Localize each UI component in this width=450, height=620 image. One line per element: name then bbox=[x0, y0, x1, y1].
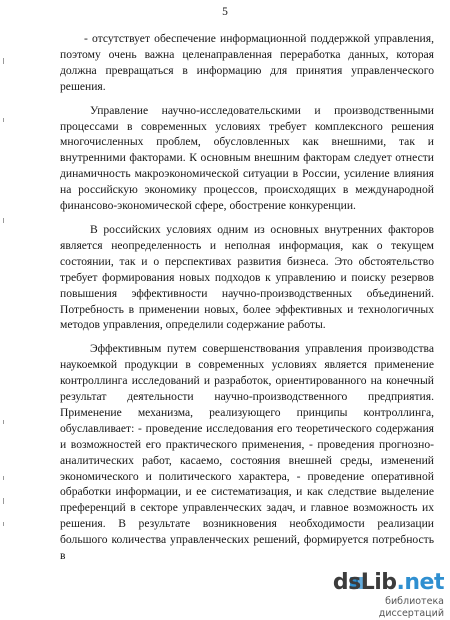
watermark-subtitle: библиотека диссертаций bbox=[378, 596, 444, 619]
scan-margin-marks bbox=[3, 0, 7, 614]
body-text bbox=[60, 31, 434, 564]
dslib-watermark[interactable] bbox=[318, 570, 444, 619]
paragraph-3: В российских условиях одним из основных внутренних факторов является неопределенность и неполная информация, как о текущем состоянии, так и о перспективах развития бизнеса. Это обстоятельство требует формирования новых подходов к управлению и поиску резервов повышения эффективности научно-производственных объединений. Потребность в применении новых, более эффективных и технологичных методов управления, определили содержание работы. bbox=[60, 222, 434, 332]
paragraph-4: Эффективным путем совершенствования управления производства наукоемкой продукции в современных условиях является применение контроллинга исследований и разработок, ориентированного на конечный результат деятельности научно-производственного предприятия. Применение механизма, реализующего принципы контроллинга, обуславливает: - проведение исследования его теоретического содержания и возможностей его практического применения, - проведения прогнозно-аналитических работ, касаемо, состояния внешней среды, изменений экономического и политического характера, - проведение оперативной обработки информации, и ее систематизация, и как следствие выделение преференций в секторе управленческих задач, и главное возможность их решения. В результате возникновения необходимости реализации большого количества управленческих решений, формируется потребность в bbox=[60, 342, 434, 563]
scan-mark bbox=[3, 420, 4, 424]
watermark-logo-tld: .net bbox=[396, 570, 444, 595]
scan-mark bbox=[3, 498, 4, 504]
paragraph-1: - отсутствует обеспечение информационной поддержкой управления, поэтому очень важна целенаправленная переработка данных, которая должна превращаться в информацию для принятия управленческого решения. bbox=[60, 32, 434, 93]
scan-mark bbox=[3, 58, 4, 64]
watermark-logo-main: dsLib bbox=[332, 570, 397, 595]
scan-mark bbox=[3, 522, 4, 526]
paragraph-2: Управление научно-исследовательскими и производственными процессами в современных условиях требует комплексного решения многочисленных проблем, обусловленных как внешними, так и внутренними факторами. К основным внешним факторам следует отнести динамичность макроэкономической ситуации в России, усиление влияния на российскую экономику процессов, происходящих в международной финансово-экономической сфере, обострение конкуренции. bbox=[60, 103, 434, 213]
watermark-logo bbox=[318, 570, 444, 596]
page-number: 5 bbox=[222, 6, 228, 18]
scan-mark bbox=[3, 476, 4, 480]
scan-mark bbox=[3, 118, 4, 122]
scan-mark bbox=[3, 218, 4, 223]
